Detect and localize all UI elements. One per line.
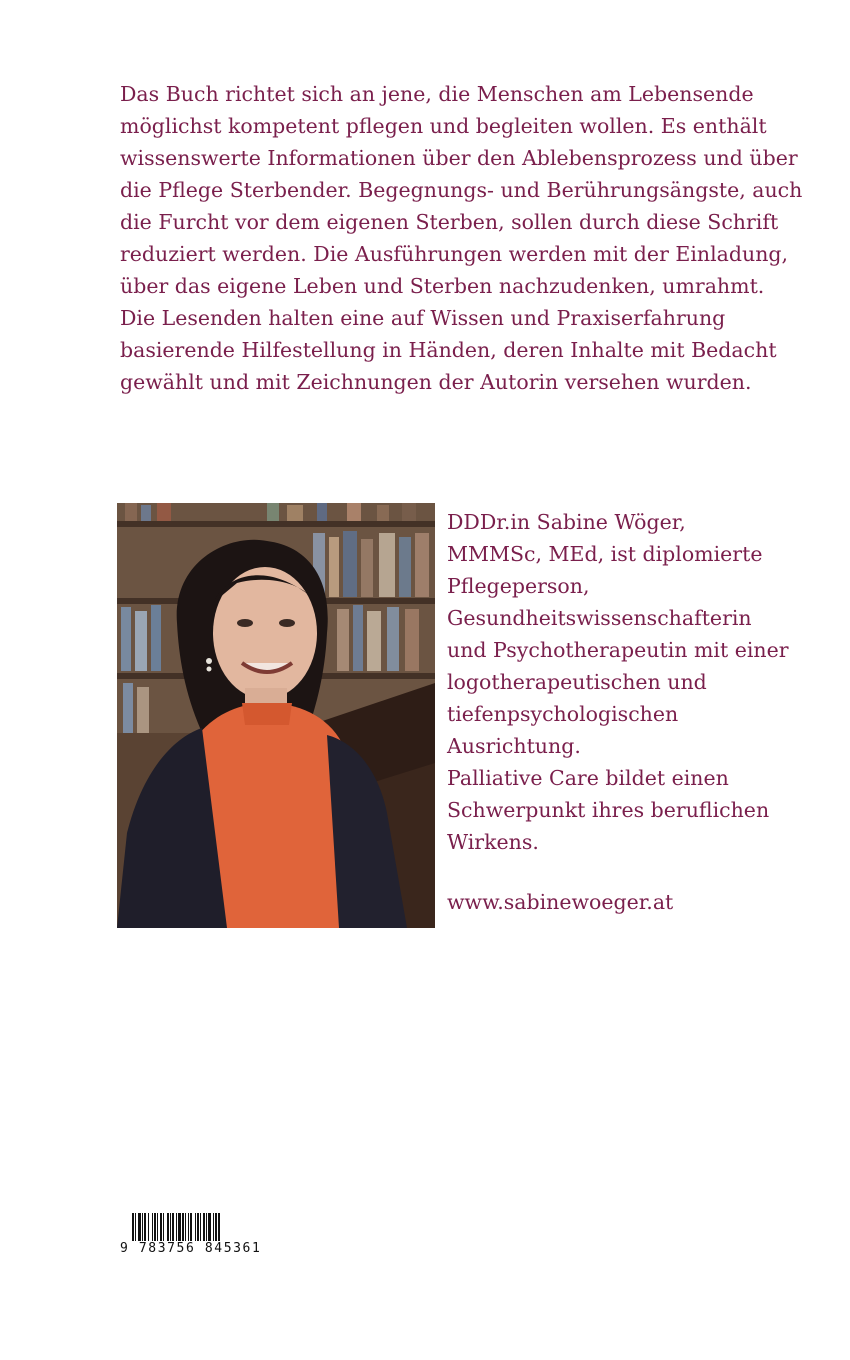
barcode-bar: [197, 1213, 199, 1243]
bio-line: und Psychotherapeutin mit einer: [447, 638, 789, 662]
barcode-bar: [163, 1213, 164, 1243]
blurb-line: basierende Hilfestellung in Händen, deren Inhalte mit Bedacht: [120, 338, 777, 362]
blurb-line: wissenswerte Informationen über den Ablebensprozess und über: [120, 146, 798, 170]
blurb-line: Die Lesenden halten eine auf Wissen und Praxiserfahrung: [120, 306, 726, 330]
barcode-bar: [157, 1213, 158, 1243]
barcode-bar: [195, 1213, 196, 1243]
author-website-link[interactable]: www.sabinewoeger.at: [447, 890, 674, 914]
bio-line: MMMSc, MEd, ist diplomierte: [447, 542, 763, 566]
barcode-bar: [185, 1213, 186, 1243]
blurb-text: [120, 78, 803, 398]
barcode-bar: [170, 1213, 171, 1243]
barcode-bar: [135, 1213, 136, 1243]
blurb-line: über das eigene Leben und Sterben nachzudenken, umrahmt.: [120, 274, 765, 298]
barcode-bar: [182, 1213, 184, 1243]
barcode-bar: [215, 1213, 217, 1243]
barcode-bar: [213, 1213, 214, 1243]
barcode-bar: [148, 1213, 149, 1243]
blurb-line: möglichst kompetent pflegen und begleiten wollen. Es enthält: [120, 114, 767, 138]
barcode-bar: [167, 1213, 169, 1243]
barcode-bar: [138, 1213, 141, 1243]
bio-line: Palliative Care bildet einen: [447, 766, 729, 790]
bio-line: Schwerpunkt ihres beruflichen: [447, 798, 770, 822]
blurb-line: die Pflege Sterbender. Begegnungs- und Berührungsängste, auch: [120, 178, 803, 202]
barcode-bar: [200, 1213, 201, 1243]
barcode-bar: [190, 1213, 192, 1243]
author-photo: [117, 503, 435, 928]
bio-line: Ausrichtung.: [447, 734, 581, 758]
author-bio: [447, 506, 807, 858]
blurb-line: gewählt und mit Zeichnungen der Autorin versehen wurden.: [120, 370, 752, 394]
barcode-bar: [142, 1213, 143, 1243]
isbn-digits: 9 783756 845361: [120, 1241, 262, 1256]
barcode-bar: [132, 1213, 134, 1243]
bio-line: Pflegeperson,: [447, 574, 590, 598]
barcode-bar: [203, 1213, 205, 1243]
barcode-bar: [218, 1213, 220, 1243]
barcode-bar: [176, 1213, 177, 1243]
blurb-line: Das Buch richtet sich an jene, die Menschen am Lebensende: [120, 82, 754, 106]
bio-line: Gesundheitswissenschafterin: [447, 606, 752, 630]
bio-line: Wirkens.: [447, 830, 539, 854]
barcode-bar: [154, 1213, 156, 1243]
barcode-bar: [178, 1213, 181, 1243]
barcode-bar: [206, 1213, 207, 1243]
barcode-bar: [144, 1213, 146, 1243]
blurb-line: die Furcht vor dem eigenen Sterben, sollen durch diese Schrift: [120, 210, 779, 234]
barcode-bar: [172, 1213, 174, 1243]
barcode-bar: [188, 1213, 189, 1243]
bio-line: tiefenpsychologischen: [447, 702, 679, 726]
barcode-bar: [208, 1213, 211, 1243]
bio-line: logotherapeutischen und: [447, 670, 707, 694]
barcode-bar: [160, 1213, 162, 1243]
bio-line: DDDr.in Sabine Wöger,: [447, 510, 686, 534]
blurb-line: reduziert werden. Die Ausführungen werden mit der Einladung,: [120, 242, 789, 266]
barcode-bar: [152, 1213, 153, 1243]
